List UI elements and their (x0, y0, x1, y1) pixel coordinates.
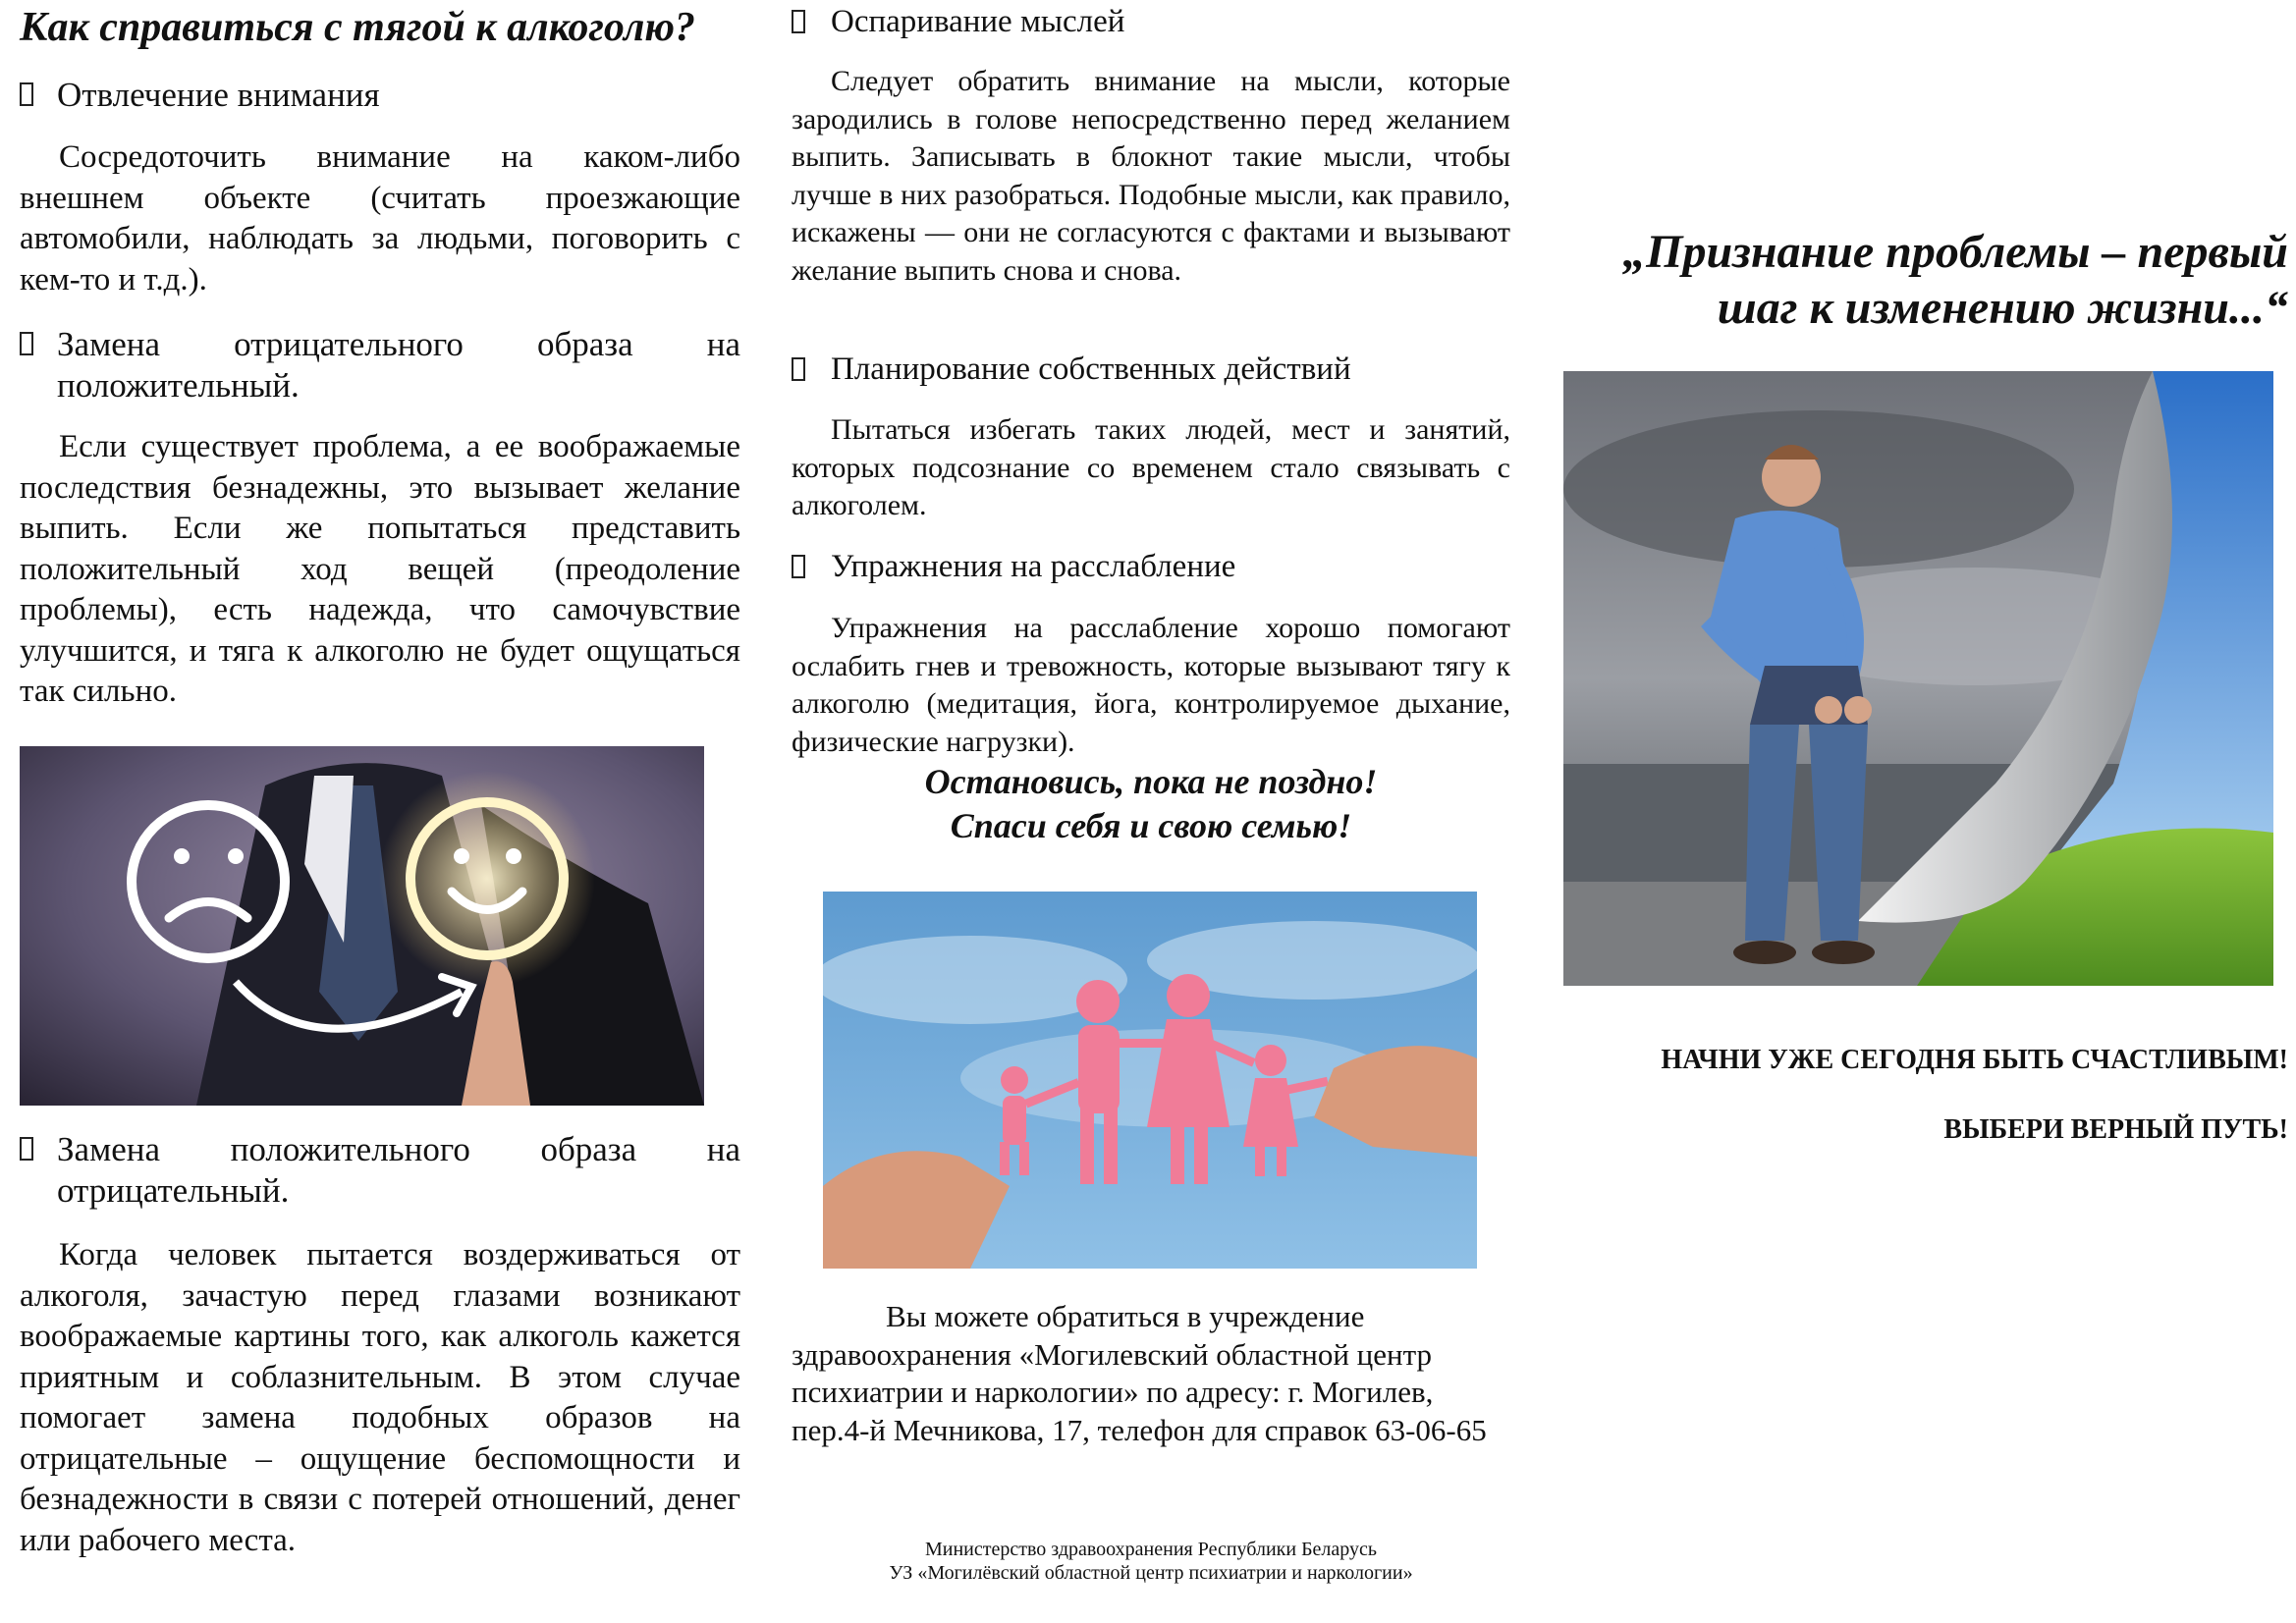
section-heading-pos-to-neg: Замена положительного образа на отрицательный. (20, 1129, 740, 1212)
bullet-box-icon (20, 1137, 33, 1161)
call-to-action-path: ВЫБЕРИ ВЕРНЫЙ ПУТЬ! (1943, 1114, 2288, 1145)
motto-quote (1550, 224, 2288, 336)
section-text-relaxation: Упражнения на расслабление хорошо помогают ослабить гнев и тревожность, которые вызывают тягу к алкоголю (медитация, йога, контролируемое дыхание, физические нагрузки). (792, 612, 1510, 758)
slogan-line-2: Спаси себя и свою семью! (950, 806, 1352, 845)
change-life-image (1563, 371, 2273, 986)
section-text-neg-to-pos: Если существует проблема, а ее воображаемые последствия безнадежны, это вызывает желание выпить. Если же попытаться представить положительный ход вещей (преодоление проблемы), есть надежда, что самочувствие улучшится, и тяга к алкоголю не будет ощущаться так сильно. (20, 429, 740, 709)
footer-ministry: Министерство здравоохранения Республики Беларусь (924, 1539, 1378, 1560)
page-title: Как справиться с тягой к алкоголю? (20, 5, 696, 50)
bullet-box-icon (792, 555, 805, 578)
section-heading-distraction: Отвлечение внимания (20, 75, 380, 116)
motto-line-1: „Признание проблемы – первый (1622, 226, 2288, 278)
bullet-box-icon (20, 332, 33, 355)
bullet-box-icon (20, 82, 33, 106)
bullet-box-icon (792, 357, 805, 381)
section-heading-relaxation: Упражнения на расслабление (792, 547, 1235, 586)
section-heading-neg-to-pos: Замена отрицательного образа на положительный. (20, 324, 740, 406)
call-to-action-happy: НАЧНИ УЖЕ СЕГОДНЯ БЫТЬ СЧАСТЛИВЫМ! (1661, 1045, 2288, 1075)
bullet-box-icon (792, 10, 805, 33)
section-text-thoughts: Следует обратить внимание на мысли, которые зародились в голове непосредственно перед желанием выпить. Записывать в блокнот такие мысли, чтобы лучше в них разобраться. Подобные мысли, как правило, искажены — они не согласуются с фактами и вызывают желание выпить снова и снова. (792, 65, 1510, 287)
section-text-distraction: Сосредоточить внимание на каком-либо внешнем объекте (считать проезжающие автомобили, наблюдать за людьми, поговорить с кем-то и т.д.). (20, 139, 740, 298)
motto-line-2: шаг к изменению жизни...“ (1717, 282, 2288, 334)
section-heading-planning: Планирование собственных действий (792, 350, 1351, 389)
section-text-pos-to-neg: Когда человек пытается воздерживаться от алкоголя, зачастую перед глазами возникают воображаемые картины того, как алкоголь кажется приятным и соблазнительным. В этом случае помогает замена подобных образов на отрицательные – ощущение беспомощности и безнадежности в связи с потерей отношений, денег или рабочего места. (20, 1237, 740, 1558)
section-heading-thoughts: Оспаривание мыслей (792, 2, 1124, 41)
section-text-planning: Пытаться избегать таких людей, мест и занятий, которых подсознание со временем стало связывать с алкоголем. (792, 413, 1510, 521)
paper-family-image (823, 892, 1477, 1269)
slogan-line-1: Остановись, пока не поздно! (924, 762, 1378, 801)
contact-info: Вы можете обратиться в учреждение здравоохранения «Могилевский областной центр психиатрии и наркологии» по адресу: г. Могилев, пер.4-й Мечникова, 17, телефон для справок 63-06-65 (792, 1299, 1487, 1447)
footer-institution: УЗ «Могилёвский областной центр психиатрии и наркологии» (889, 1562, 1413, 1584)
smiley-choice-image (20, 746, 704, 1106)
